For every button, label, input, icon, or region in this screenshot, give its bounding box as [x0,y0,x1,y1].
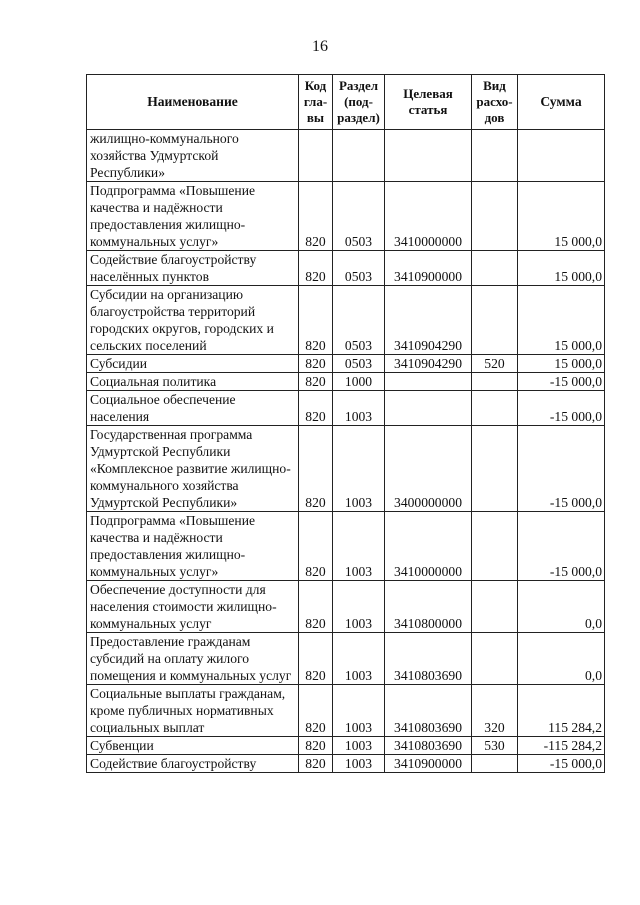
cell-name: Подпрограмма «Повышение качества и надёжности предоставления жилищно-коммунальных услуг» [87,512,299,581]
cell-code [299,130,333,182]
cell-name: Субсидии [87,355,299,373]
cell-sum: 15 000,0 [518,251,605,286]
budget-table [86,74,605,773]
cell-name: Субсидии на организацию благоустройства территорий городских округов, городских и сельских поселений [87,286,299,355]
table-row [87,685,605,737]
cell-expense: 530 [472,737,518,755]
cell-section: 1003 [333,685,385,737]
cell-code: 820 [299,426,333,512]
cell-code: 820 [299,633,333,685]
cell-code: 820 [299,251,333,286]
cell-sum: -15 000,0 [518,755,605,773]
cell-sum: -15 000,0 [518,391,605,426]
table-row [87,286,605,355]
header-name: Наименование [87,75,299,130]
cell-expense [472,633,518,685]
header-target: Целевая статья [385,75,472,130]
cell-section: 1003 [333,512,385,581]
table-header-row [87,75,605,130]
page-number: 16 [312,38,328,55]
table-row [87,251,605,286]
cell-section: 1003 [333,755,385,773]
cell-expense [472,512,518,581]
cell-sum: 15 000,0 [518,286,605,355]
table-row [87,130,605,182]
cell-target: 3410000000 [385,182,472,251]
cell-expense [472,130,518,182]
cell-sum: -15 000,0 [518,512,605,581]
cell-name: жилищно-коммунального хозяйства Удмуртской Республики» [87,130,299,182]
cell-code: 820 [299,512,333,581]
cell-code: 820 [299,373,333,391]
cell-name: Содействие благоустройству [87,755,299,773]
cell-expense [472,581,518,633]
cell-code: 820 [299,391,333,426]
cell-section: 1000 [333,373,385,391]
table-row [87,581,605,633]
cell-target: 3410803690 [385,685,472,737]
header-expense: Вид расхо-дов [472,75,518,130]
cell-target: 3410803690 [385,737,472,755]
cell-name: Социальная политика [87,373,299,391]
cell-sum: 115 284,2 [518,685,605,737]
cell-sum: -115 284,2 [518,737,605,755]
table-row [87,373,605,391]
cell-target: 3400000000 [385,426,472,512]
cell-expense: 320 [472,685,518,737]
table-row [87,633,605,685]
cell-name: Социальное обеспечение населения [87,391,299,426]
cell-section: 0503 [333,286,385,355]
cell-target: 3410803690 [385,633,472,685]
cell-section: 0503 [333,251,385,286]
cell-name: Государственная программа Удмуртской Республики «Комплексное развитие жилищно-коммунального хозяйства Удмуртской Республики» [87,426,299,512]
cell-section [333,130,385,182]
header-code: Код гла-вы [299,75,333,130]
header-section: Раздел (под-раздел) [333,75,385,130]
cell-name: Субвенции [87,737,299,755]
cell-sum: 0,0 [518,581,605,633]
cell-expense [472,426,518,512]
cell-name: Социальные выплаты гражданам, кроме публичных нормативных социальных выплат [87,685,299,737]
cell-name: Содействие благоустройству населённых пунктов [87,251,299,286]
table-row [87,355,605,373]
cell-expense [472,286,518,355]
cell-expense [472,251,518,286]
cell-sum: -15 000,0 [518,373,605,391]
cell-section: 0503 [333,182,385,251]
cell-section: 1003 [333,391,385,426]
table-row [87,182,605,251]
cell-sum [518,130,605,182]
cell-section: 1003 [333,426,385,512]
table-row [87,426,605,512]
cell-section: 0503 [333,355,385,373]
cell-target: 3410904290 [385,355,472,373]
cell-expense [472,391,518,426]
cell-section: 1003 [333,581,385,633]
cell-target: 3410000000 [385,512,472,581]
cell-target: 3410900000 [385,755,472,773]
cell-code: 820 [299,182,333,251]
cell-expense [472,373,518,391]
cell-target [385,373,472,391]
cell-target [385,391,472,426]
cell-target [385,130,472,182]
table-row [87,755,605,773]
cell-code: 820 [299,581,333,633]
cell-code: 820 [299,737,333,755]
cell-expense [472,182,518,251]
cell-name: Подпрограмма «Повышение качества и надёжности предоставления жилищно-коммунальных услуг» [87,182,299,251]
table-row [87,391,605,426]
table-row [87,737,605,755]
cell-target: 3410900000 [385,251,472,286]
cell-sum: 15 000,0 [518,355,605,373]
cell-sum: -15 000,0 [518,426,605,512]
cell-name: Обеспечение доступности для населения стоимости жилищно-коммунальных услуг [87,581,299,633]
cell-section: 1003 [333,737,385,755]
table-row [87,512,605,581]
cell-code: 820 [299,286,333,355]
cell-expense: 520 [472,355,518,373]
cell-target: 3410800000 [385,581,472,633]
cell-code: 820 [299,685,333,737]
cell-code: 820 [299,355,333,373]
cell-sum: 0,0 [518,633,605,685]
cell-sum: 15 000,0 [518,182,605,251]
cell-target: 3410904290 [385,286,472,355]
cell-code: 820 [299,755,333,773]
cell-name: Предоставление гражданам субсидий на оплату жилого помещения и коммунальных услуг [87,633,299,685]
cell-expense [472,755,518,773]
cell-section: 1003 [333,633,385,685]
header-sum: Сумма [518,75,605,130]
